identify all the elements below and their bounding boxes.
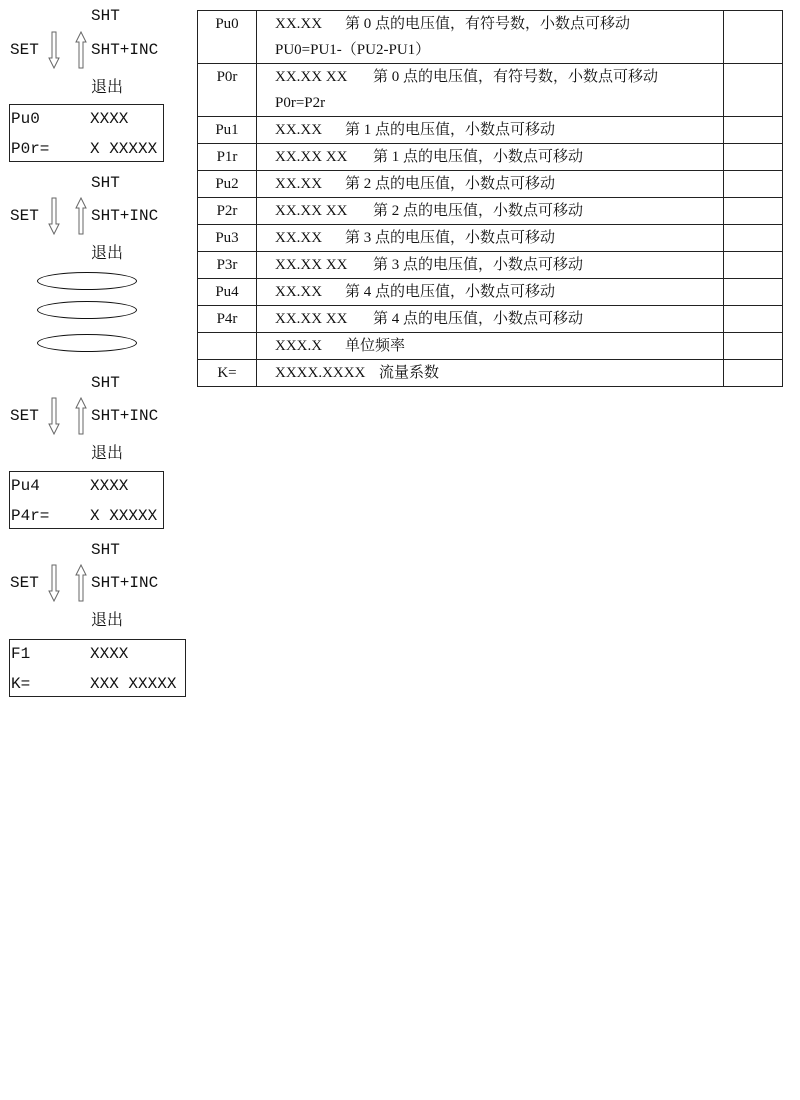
param-format: XX.XX XX — [275, 203, 348, 219]
lcd-param-value: XXX XXXXX — [90, 675, 177, 693]
param-format: XX.XX — [275, 230, 323, 246]
up-arrow-icon — [74, 196, 88, 236]
param-text: 第 2 点的电压值，小数点可移动 — [345, 176, 556, 192]
param-format: XX.XX XX — [275, 69, 348, 85]
param-text: 流量系数 — [379, 365, 440, 381]
lcd-param-name: P4r= — [11, 507, 50, 525]
param-text: 第 0 点的电压值，有符号数，小数点可移动 — [345, 16, 631, 32]
param-text: 第 4 点的电压值，小数点可移动 — [345, 284, 556, 300]
table-cell-empty — [724, 144, 783, 171]
param-code: P2r — [198, 198, 257, 225]
param-description — [257, 11, 724, 64]
lcd-param-value: X XXXXX — [90, 507, 158, 525]
down-arrow-icon — [47, 396, 61, 436]
param-text: 第 3 点的电压值，小数点可移动 — [345, 230, 556, 246]
param-format: XX.XX — [275, 176, 323, 192]
table-cell-empty — [724, 117, 783, 144]
param-text: 第 1 点的电压值，小数点可移动 — [345, 122, 556, 138]
continuation-ellipse — [37, 272, 137, 290]
table-cell-empty — [724, 198, 783, 225]
param-format: XXX.X — [275, 338, 323, 354]
table-row — [198, 11, 783, 64]
param-text: 第 3 点的电压值，小数点可移动 — [373, 257, 584, 273]
down-arrow-icon — [47, 30, 61, 70]
param-text: 第 2 点的电压值，小数点可移动 — [373, 203, 584, 219]
table-row — [198, 64, 783, 117]
exit-label: 退出 — [91, 245, 124, 263]
param-format: XX.XX XX — [275, 257, 348, 273]
lcd-display-f1 — [9, 639, 186, 697]
param-code: P1r — [198, 144, 257, 171]
table-cell-empty — [724, 11, 783, 64]
lcd-param-value: XXXX — [90, 645, 129, 663]
set-label: SET — [10, 407, 39, 425]
param-code: P4r — [198, 306, 257, 333]
sht-inc-label: SHT+INC — [91, 574, 159, 592]
lcd-param-value: XXXX — [90, 110, 129, 128]
param-code: Pu2 — [198, 171, 257, 198]
sht-inc-label: SHT+INC — [91, 41, 159, 59]
table-cell-empty — [724, 225, 783, 252]
param-text: 第 4 点的电压值，小数点可移动 — [373, 311, 584, 327]
lcd-display-pu4 — [9, 471, 164, 529]
sht-inc-label: SHT+INC — [91, 407, 159, 425]
table-row — [198, 117, 783, 144]
down-arrow-icon — [47, 196, 61, 236]
lcd-param-name: P0r= — [11, 140, 50, 158]
lcd-param-name: Pu4 — [11, 477, 40, 495]
sht-inc-label: SHT+INC — [91, 207, 159, 225]
up-arrow-icon — [74, 30, 88, 70]
table-row — [198, 306, 783, 333]
table-row — [198, 333, 783, 360]
lcd-param-value: XXXX — [90, 477, 129, 495]
sht-label: SHT — [91, 541, 120, 559]
param-description — [257, 144, 724, 171]
param-text: 第 0 点的电压值，有符号数，小数点可移动 — [373, 69, 659, 85]
param-description — [257, 333, 724, 360]
table-cell-empty — [724, 64, 783, 117]
down-arrow-icon — [47, 563, 61, 603]
table-row — [198, 225, 783, 252]
param-description — [257, 306, 724, 333]
table-row — [198, 171, 783, 198]
table-cell-empty — [724, 252, 783, 279]
table-cell-empty — [724, 360, 783, 387]
param-description — [257, 117, 724, 144]
lcd-param-name: Pu0 — [11, 110, 40, 128]
param-description — [257, 198, 724, 225]
table-cell-empty — [724, 306, 783, 333]
table-row — [198, 252, 783, 279]
param-code: Pu3 — [198, 225, 257, 252]
table-row — [198, 198, 783, 225]
sht-label: SHT — [91, 7, 120, 25]
param-description — [257, 171, 724, 198]
param-text: 单位频率 — [345, 338, 406, 354]
exit-label: 退出 — [91, 79, 124, 97]
parameter-table — [197, 10, 783, 387]
table-row — [198, 360, 783, 387]
table-row — [198, 279, 783, 306]
exit-label: 退出 — [91, 612, 124, 630]
param-code: K= — [198, 360, 257, 387]
lcd-param-name: F1 — [11, 645, 31, 663]
lcd-display-pu0 — [9, 104, 164, 162]
up-arrow-icon — [74, 563, 88, 603]
param-code — [198, 333, 257, 360]
sht-label: SHT — [91, 374, 120, 392]
param-code: Pu0 — [198, 11, 257, 64]
param-code: Pu1 — [198, 117, 257, 144]
param-description — [257, 225, 724, 252]
table-row — [198, 144, 783, 171]
lcd-param-value: X XXXXX — [90, 140, 158, 158]
param-format: XX.XX XX — [275, 311, 348, 327]
param-description — [257, 279, 724, 306]
param-format: XX.XX — [275, 122, 323, 138]
lcd-param-name: K= — [11, 675, 31, 693]
table-cell-empty — [724, 171, 783, 198]
param-description — [257, 360, 724, 387]
param-format: XXXX.XXXX — [275, 365, 366, 381]
param-text: 第 1 点的电压值，小数点可移动 — [373, 149, 584, 165]
continuation-ellipse — [37, 301, 137, 319]
set-label: SET — [10, 41, 39, 59]
table-cell-empty — [724, 279, 783, 306]
continuation-ellipse — [37, 334, 137, 352]
param-format: XX.XX — [275, 16, 323, 32]
param-code: P0r — [198, 64, 257, 117]
param-format: XX.XX XX — [275, 149, 348, 165]
param-description — [257, 64, 724, 117]
exit-label: 退出 — [91, 445, 124, 463]
param-formula: P0r=P2r — [275, 95, 326, 111]
param-format: XX.XX — [275, 284, 323, 300]
table-cell-empty — [724, 333, 783, 360]
param-formula: PU0=PU1-（PU2-PU1） — [275, 42, 431, 58]
param-code: Pu4 — [198, 279, 257, 306]
set-label: SET — [10, 207, 39, 225]
up-arrow-icon — [74, 396, 88, 436]
set-label: SET — [10, 574, 39, 592]
param-description — [257, 252, 724, 279]
sht-label: SHT — [91, 174, 120, 192]
param-code: P3r — [198, 252, 257, 279]
